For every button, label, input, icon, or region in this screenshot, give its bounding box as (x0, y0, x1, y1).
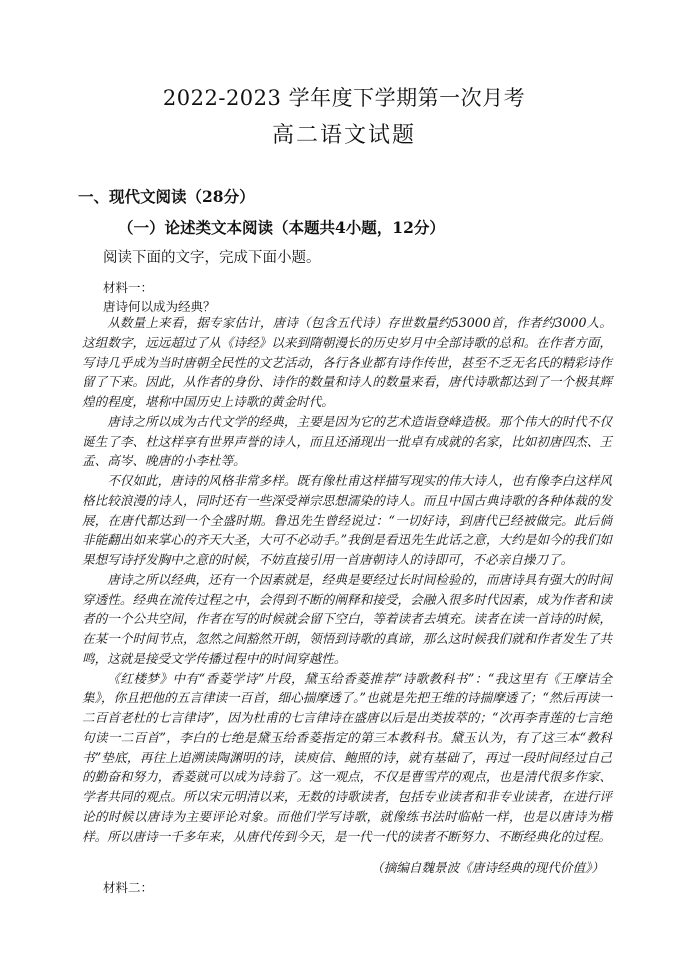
paragraph: 唐诗之所以经典，还有一个因素就是，经典是要经过长时间检验的，而唐诗具有强大的时间穿透性。经典在流传过程之中，会得到不断的阐释和接受，会融入很多时代因素，成为作者和读者的一个公共空间，作者在写的时候就会留下空白，等着读者去填充。读者在读一首诗的时候，在某一个时间节点，忽然之间豁然开朗，领悟到诗歌的真谛，那么这时候我们就和作者发生了共鸣，这就是接受文学传播过程中的时间穿越性。 (82, 571, 612, 666)
paragraph: 从数量上来看，据专家估计，唐诗（包含五代诗）存世数量约53000首，作者约3000人。这组数字，远远超过了从《诗经》以来到隋朝漫长的历史岁月中全部诗歌的总和。在作者方面，写诗几乎成为当时唐朝全民性的文艺活动，各行各业都有诗作传世，甚至不乏无名氏的精彩诗作留了下来。因此，从作者的身份、诗作的数量和诗人的数量来看，唐代诗歌都达到了一个极其辉煌的程度，堪称中国历史上诗歌的黄金时代。 (82, 315, 612, 409)
exam-title: 2022-2023 学年度下学期第一次月考 (162, 86, 526, 110)
paragraph: 不仅如此，唐诗的风格非常多样。既有像杜甫这样描写现实的伟大诗人，也有像李白这样风格比较浪漫的诗人，同时还有一些深受禅宗思想濡染的诗人。而且中国古典诗歌的各种体裁的发展，在唐代都达到一个全盛时期。鲁迅先生曾经说过：“一切好诗，到唐代已经被做完。此后倘非能翻出如来掌心的齐天大圣，大可不必动手。”我倒是看迅先生此话之意，大约是如今的我们如果想写诗抒发胸中之意的时候，不妨直接引用一首唐朝诗人的诗即可，不必亲自操刀了。 (82, 473, 612, 567)
exam-subtitle: 高二语文试题 (271, 123, 416, 148)
material-one-body (82, 313, 612, 846)
material-one-source: （摘编自魏景波《唐诗经典的现代价值》） (371, 860, 604, 875)
reading-instruction: 阅读下面的文字，完成下面小题。 (103, 250, 321, 266)
subsection-heading: （一）论述类文本阅读（本题共4小题，12分） (118, 218, 445, 237)
material-one-label: 材料一： (103, 280, 154, 295)
section-heading: 一、现代文阅读（28分） (78, 187, 255, 206)
material-one-question: 唐诗何以成为经典？ (103, 299, 216, 314)
material-two-label: 材料二： (103, 880, 154, 895)
paragraph: 《红楼梦》中有“香菱学诗”片段，黛玉给香菱推荐“诗歌教科书”：“我这里有《王摩诘全集》，你且把他的五言律读一百首，细心揣摩透了。”也就是先把王维的诗揣摩透了；“然后再读一二百首老杜的七言律诗”，因为杜甫的七言律诗在盛唐以后是出类拔萃的；“次再李青莲的七言绝句读一二百首”，李白的七绝是黛玉给香菱指定的第三本教科书。黛玉认为，有了这三本“教科书”垫底，再往上追溯读陶渊明的诗，读庾信、鲍照的诗，就有基础了，再过一段时间经过自己的勤奋和努力，香菱就可以成为诗翁了。这一观点，不仅是曹雪芹的观点，也是清代很多作家、学者共同的观点。所以宋元明清以来，无数的诗歌读者，包括专业读者和非专业读者，在进行评论的时候以唐诗为主要评论对象。而他们学写诗歌，就像练书法时临帖一样，也是以唐诗为楷样。所以唐诗一千多年来，从唐代传到今天，是一代一代的读者不断努力、不断经典化的过程。 (82, 670, 612, 844)
paragraph: 唐诗之所以成为古代文学的经典，主要是因为它的艺术造诣登峰造极。那个伟大的时代不仅诞生了李、杜这样享有世界声誉的诗人，而且还涌现出一批卓有成就的名家，比如初唐四杰、王孟、高岑、晚唐的小李杜等。 (82, 413, 612, 469)
